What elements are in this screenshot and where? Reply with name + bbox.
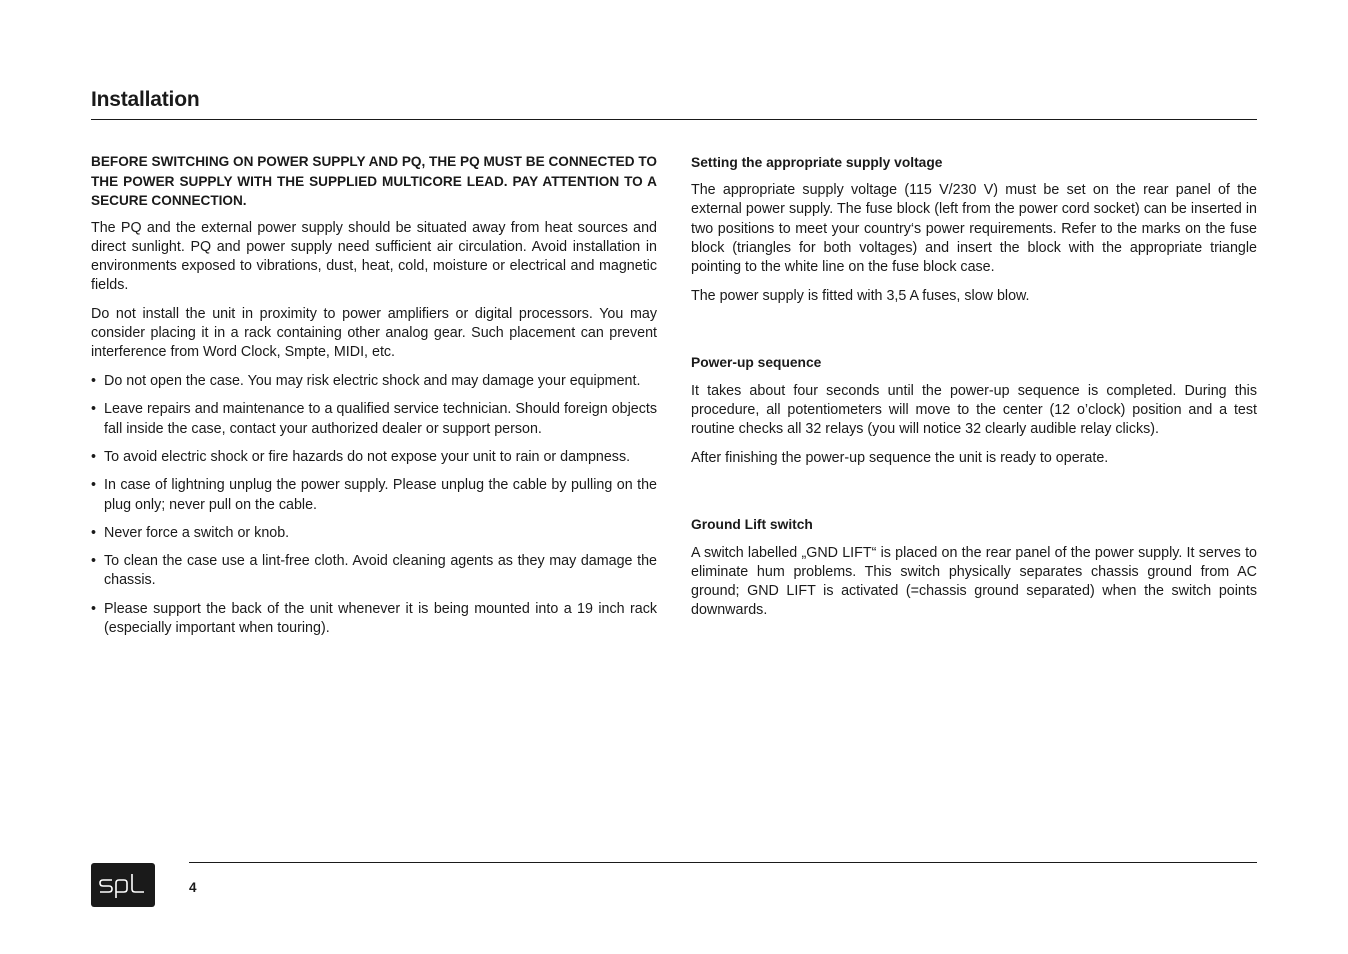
list-item: • To avoid electric shock or fire hazards do not expose your unit to rain or dampness. bbox=[91, 448, 657, 467]
list-item: • Please support the back of the unit whenever it is being mounted into a 19 inch rack (especially important when touring). bbox=[91, 600, 657, 637]
bullet-icon: • bbox=[91, 477, 97, 494]
paragraph-ground-lift: A switch labelled „GND LIFT“ is placed on the rear panel of the power supply. It serves to eliminate hum problems. This switch physically separates chassis ground from AC ground; GND LIFT is activated (=chassis ground separated) when the switch points downwards. bbox=[691, 544, 1257, 619]
paragraph-fuses: The power supply is fitted with 3,5 A fuses, slow blow. bbox=[691, 287, 1030, 304]
spl-logo-icon bbox=[96, 870, 150, 900]
page-number: 4 bbox=[189, 880, 197, 895]
paragraph-supply-voltage: The appropriate supply voltage (115 V/230 V) must be set on the rear panel of the external power supply. The fuse block (left from the power cord socket) can be inserted in two positions to meet your country‘s power requirements. Refer to the marks on the fuse block (triangles for both voltages) and insert the block with the appropriate triangle pointing to the white line on the fuse block case. bbox=[691, 182, 1257, 276]
safety-bullet-list bbox=[91, 372, 657, 638]
section-heading-power-up: Power-up sequence bbox=[691, 355, 822, 371]
paragraph-ready: After finishing the power-up sequence the unit is ready to operate. bbox=[691, 449, 1109, 466]
bullet-icon: • bbox=[91, 524, 97, 541]
list-item: • In case of lightning unplug the power supply. Please unplug the cable by pulling on the plug only; never pull on the cable. bbox=[91, 477, 657, 513]
right-column bbox=[691, 152, 1257, 630]
paragraph-placement: The PQ and the external power supply should be situated away from heat sources and direct sunlight. PQ and power supply need sufficient air circulation. Avoid installation in environments exposed to vibrations, dust, heat, cold, moisture or electrical and magnetic fields. bbox=[91, 219, 657, 294]
spl-logo bbox=[91, 863, 155, 907]
list-item: • Do not open the case. You may risk electric shock and may damage your equipment. bbox=[91, 372, 657, 391]
bullet-icon: • bbox=[91, 600, 97, 617]
title-divider bbox=[91, 119, 1257, 120]
bullet-icon: • bbox=[91, 401, 97, 418]
list-item: • Never force a switch or knob. bbox=[91, 524, 657, 543]
paragraph-interference: Do not install the unit in proximity to power amplifiers or digital processors. You may consider placing it in a rack containing other analog gear. Such placement can prevent interference from Word Clock, Smpte, MIDI, etc. bbox=[91, 305, 657, 361]
section-heading-ground-lift: Ground Lift switch bbox=[691, 517, 813, 533]
list-item: • To clean the case use a lint-free cloth. Avoid cleaning agents as they may damage the chassis. bbox=[91, 553, 657, 589]
warning-text: BEFORE SWITCHING ON POWER SUPPLY AND PQ, THE PQ MUST BE CONNECTED TO THE POWER SUPPLY WITH THE SUPPLIED MULTICORE LEAD. PAY ATTENTION TO A SECURE CONNECTION. bbox=[91, 154, 657, 208]
bullet-icon: • bbox=[91, 372, 97, 389]
bullet-icon: • bbox=[91, 448, 97, 465]
left-column bbox=[91, 152, 657, 647]
list-item: • Leave repairs and maintenance to a qualified service technician. Should foreign objects fall inside the case, contact your authorized dealer or support person. bbox=[91, 401, 657, 437]
section-heading-supply-voltage: Setting the appropriate supply voltage bbox=[691, 155, 943, 170]
paragraph-power-up: It takes about four seconds until the power-up sequence is completed. During this procedure, all potentiometers will move to the center (12 o’clock) position and a test routine checks all 32 relays (you will notice 32 clearly audible relay clicks). bbox=[691, 382, 1257, 438]
page-title: Installation bbox=[91, 88, 200, 111]
footer-divider bbox=[189, 862, 1257, 863]
bullet-icon: • bbox=[91, 553, 97, 570]
